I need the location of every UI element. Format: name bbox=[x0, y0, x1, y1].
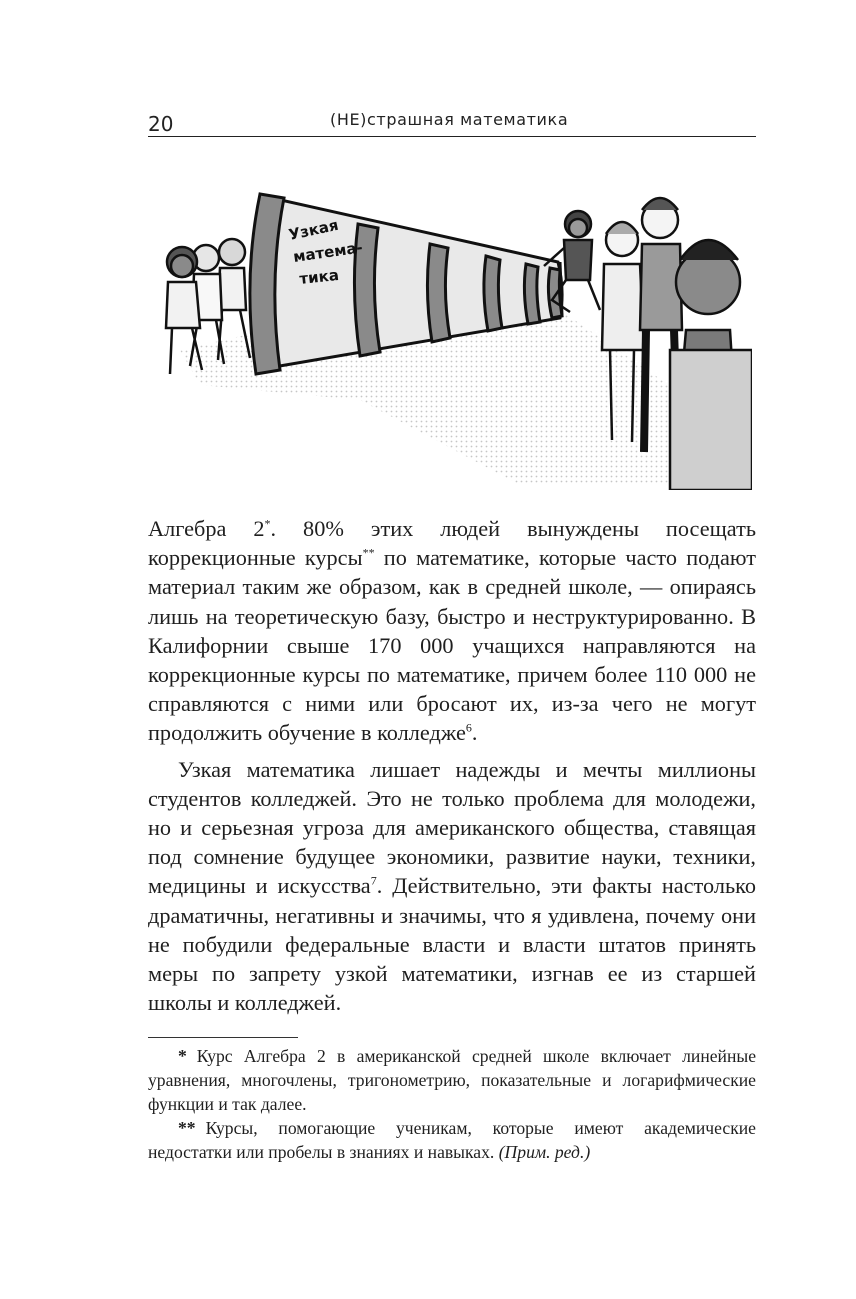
endnote-ref[interactable]: 6 bbox=[465, 721, 472, 735]
funnel-label-line-2: матема- bbox=[292, 238, 364, 266]
paragraph: Узкая математика лишает надежды и мечты миллионы студентов колледжей. Это не только проблема для молодежи, но и серьезная угроза для американского общества, ставящая под сомнение будущее экономики, развитие науки, техники, медицины и искусства$^7$. Действительно, эти факты настолько драматичны, негативны и значимы, что я удивлена, почему они не побудили федеральные власти и власти штатов принять меры по запрету узкой математики, изгнав ее из старшей школы и колледжей. bbox=[148, 756, 756, 1016]
funnel-label-line-3: тика bbox=[298, 265, 340, 288]
footnote-divider bbox=[148, 1037, 298, 1038]
footnote bbox=[148, 1116, 756, 1164]
footnote-text: Курс Алгебра 2 в американской средней школе включает линейные уравнения, многочлены, тригонометрию, показательные и логарифмические функции и так далее. bbox=[148, 1046, 756, 1114]
narrow-math-illustration bbox=[160, 180, 752, 490]
endnote-ref[interactable]: 7 bbox=[370, 874, 377, 889]
footnote-ref[interactable]: * bbox=[264, 516, 271, 531]
funnel-cartoon-image bbox=[160, 180, 752, 490]
footnote-ref[interactable]: ** bbox=[362, 545, 375, 560]
paragraph: Алгебра 2*. 80% этих людей вынуждены посещать коррекционные курсы** по математике, которые часто подают материал таким же образом, как в средней школе, — опираясь лишь на теоретическую базу, быстро и неструктурированно. В Калифорнии свыше 170 000 учащихся направляются на коррекционные курсы по математике, причем более 110 000 не справляются с ними или бросают их, из-за чего не могут продолжить обучение в колледже$^6$. bbox=[148, 516, 756, 746]
footnote-mark: * bbox=[178, 1046, 187, 1066]
footnote-mark: ** bbox=[178, 1118, 196, 1138]
footnote-text: Курсы, помогающие ученикам, которые имеют академические недостатки или пробелы в знаниях и навыках. bbox=[148, 1118, 756, 1162]
running-title: (НЕ)страшная математика bbox=[330, 110, 569, 129]
footnotes bbox=[148, 1044, 756, 1164]
page-header bbox=[148, 108, 756, 137]
main-text bbox=[148, 514, 756, 1017]
funnel-label-line-1: Узкая bbox=[287, 215, 340, 244]
footnote bbox=[148, 1044, 756, 1116]
editor-note: (Прим. ред.) bbox=[498, 1142, 591, 1162]
page-number: 20 bbox=[148, 112, 174, 136]
